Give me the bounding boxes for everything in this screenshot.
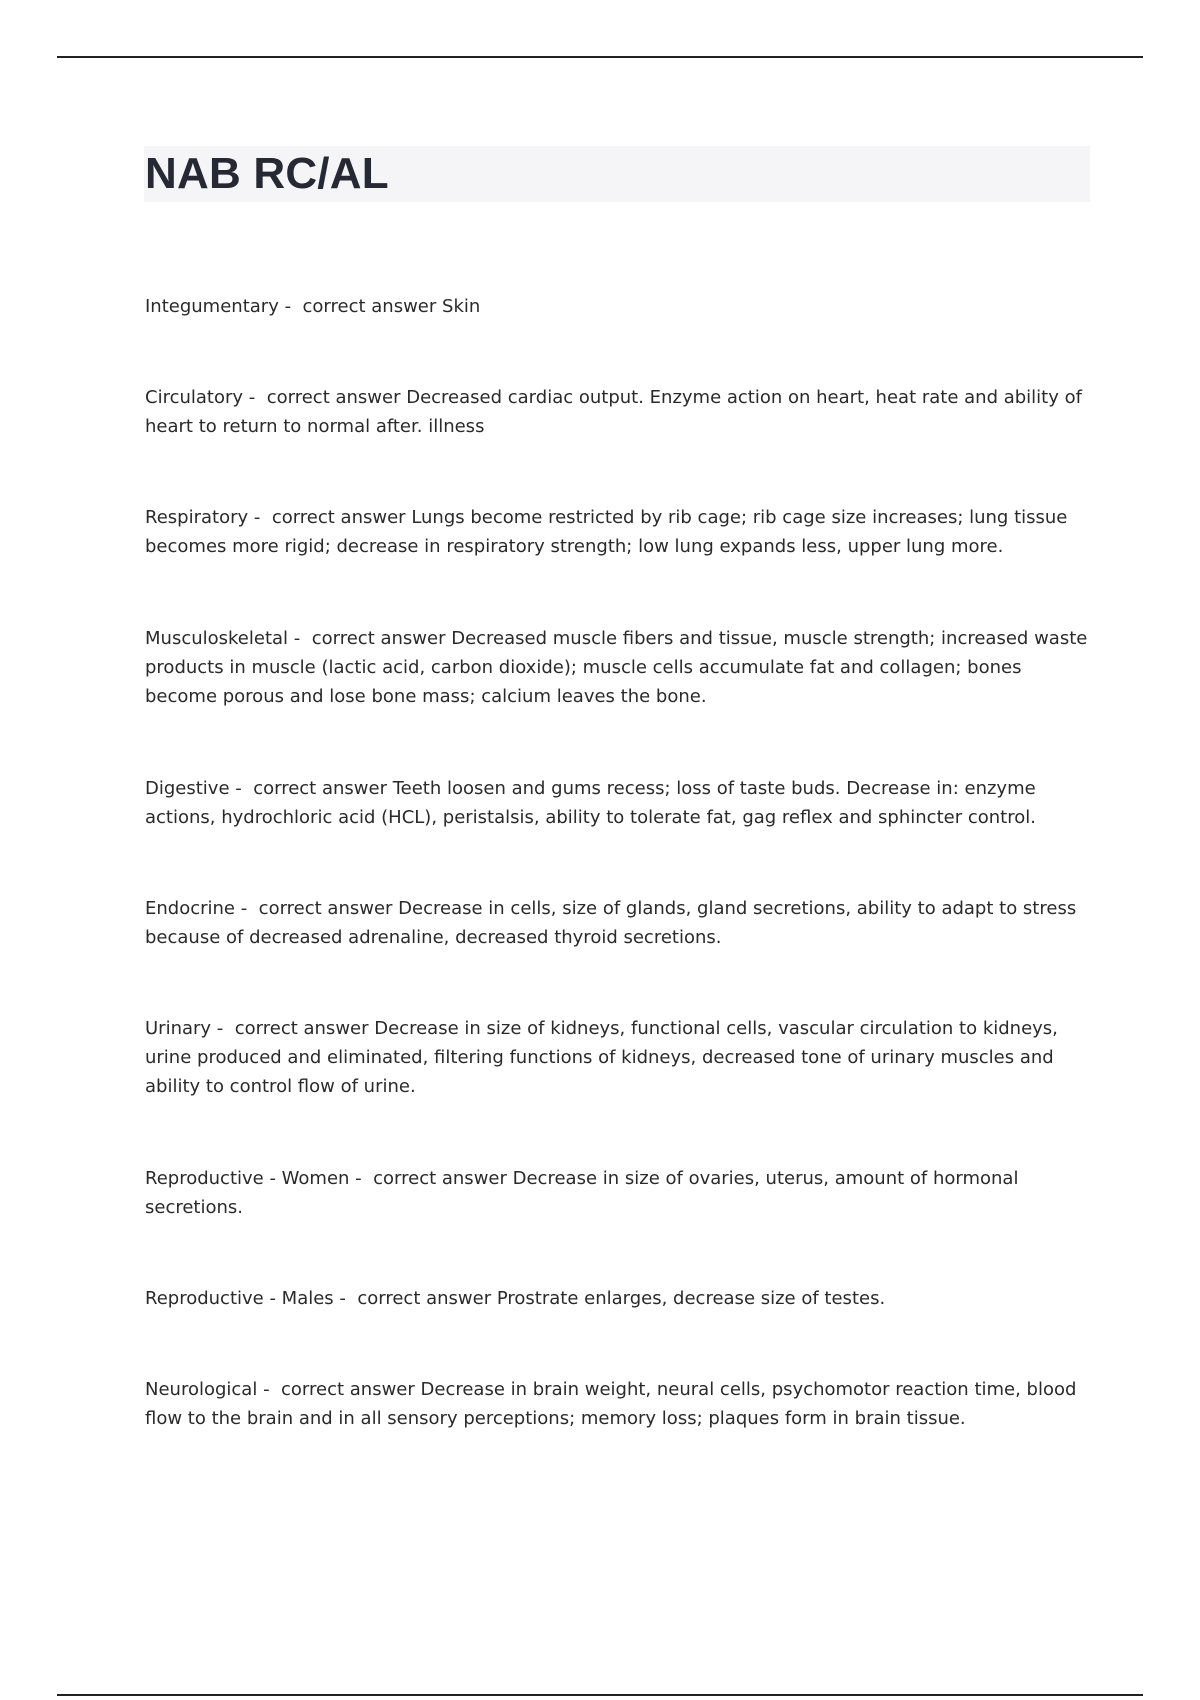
card-separator: - (229, 778, 254, 799)
card-separator: - (211, 1018, 235, 1039)
card-answer-prefix: correct answer (373, 1168, 507, 1189)
card-answer: Decrease in cells, size of glands, gland secretions, ability to adapt to stress because of decreased adrenaline, decreased thyroid secretions. (145, 898, 1077, 948)
flashcard (145, 503, 1095, 561)
flashcard (145, 774, 1095, 832)
card-separator: - (333, 1288, 358, 1309)
flashcard (145, 1375, 1095, 1433)
card-separator: - (243, 387, 267, 408)
card-term: Respiratory (145, 507, 249, 528)
page-title: NAB RC/AL (145, 149, 389, 198)
card-separator: - (257, 1379, 282, 1400)
flashcard (145, 1164, 1095, 1222)
card-answer-prefix: correct answer (311, 628, 446, 649)
card-term: Integumentary (145, 296, 279, 317)
card-answer-prefix: correct answer (266, 387, 401, 408)
card-answer: Prostrate enlarges, decrease size of testes. (496, 1288, 886, 1309)
flashcard (145, 383, 1095, 441)
card-term: Circulatory (145, 387, 244, 408)
card-separator: - (278, 296, 303, 317)
card-term: Reproductive - Women (145, 1168, 350, 1189)
card-separator: - (235, 898, 259, 919)
card-answer-prefix: correct answer (302, 296, 437, 317)
card-term: Neurological (145, 1379, 258, 1400)
card-answer-prefix: correct answer (258, 898, 393, 919)
card-answer: Teeth loosen and gums recess; loss of taste buds. Decrease in: enzyme actions, hydrochloric acid (HCL), peristalsis, ability to tolerate fat, gag reflex and sphincter control. (145, 778, 1036, 828)
card-answer: Decrease in size of kidneys, functional cells, vascular circulation to kidneys, urine produced and eliminated, filtering functions of kidneys, decreased tone of urinary muscles and ability to control flow of urine. (145, 1018, 1058, 1097)
card-term: Digestive (145, 778, 230, 799)
card-separator: - (248, 507, 272, 528)
flashcard (145, 1284, 1095, 1313)
card-answer: Decrease in size of ovaries, uterus, amount of hormonal secretions. (145, 1168, 1019, 1218)
card-answer-prefix: correct answer (271, 507, 406, 528)
flashcard (145, 292, 1095, 321)
card-answer-prefix: correct answer (281, 1379, 415, 1400)
card-term: Reproductive - Males (145, 1288, 334, 1309)
card-answer-prefix: correct answer (253, 778, 387, 799)
card-answer: Decrease in brain weight, neural cells, psychomotor reaction time, blood flow to the brain and in all sensory perceptions; memory loss; plaques form in brain tissue. (145, 1379, 1077, 1429)
card-answer-prefix: correct answer (357, 1288, 492, 1309)
card-term: Endocrine (145, 898, 235, 919)
card-term: Musculoskeletal (145, 628, 289, 649)
top-rule (57, 56, 1143, 58)
bottom-rule (57, 1694, 1143, 1696)
card-answer: Skin (442, 296, 481, 317)
flashcard (145, 1014, 1095, 1101)
card-separator: - (288, 628, 312, 649)
card-answer-prefix: correct answer (234, 1018, 369, 1039)
card-answer: Decreased cardiac output. Enzyme action on heart, heat rate and ability of heart to return to normal after. illness (145, 387, 1082, 437)
card-term: Urinary (145, 1018, 212, 1039)
card-separator: - (349, 1168, 374, 1189)
card-answer: Decreased muscle fibers and tissue, muscle strength; increased waste products in muscle (lactic acid, carbon dioxide); muscle cells accumulate fat and collagen; bones become porous and lose bone mass; calcium leaves the bone. (145, 628, 1088, 707)
card-answer: Lungs become restricted by rib cage; rib cage size increases; lung tissue becomes more rigid; decrease in respiratory strength; low lung expands less, upper lung more. (145, 507, 1068, 557)
flashcard (145, 894, 1095, 952)
flashcard (145, 624, 1095, 711)
